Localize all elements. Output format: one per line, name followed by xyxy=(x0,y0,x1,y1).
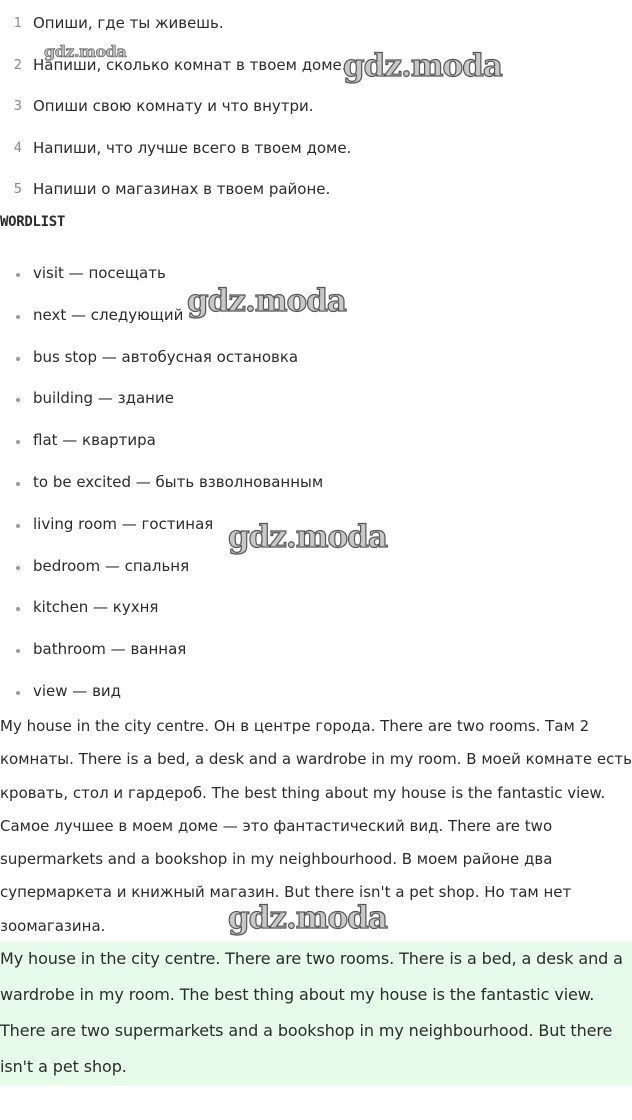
bullet-icon xyxy=(16,607,20,611)
wordlist-item xyxy=(0,515,632,557)
wordlist-entry: living room — гостиная xyxy=(33,514,214,533)
wordlist xyxy=(0,264,632,724)
bullet-icon xyxy=(16,482,20,486)
answer-text: My house in the city centre. There are two rooms. There is a bed, a desk and a wardrobe in my room. The best thing about my house is the fantastic view. There are two supermarkets and a bookshop in my neighbourhood. But there isn't a pet shop. xyxy=(0,949,623,1076)
watermark-logo: gdz.moda xyxy=(44,42,127,61)
question-number: 1 xyxy=(13,16,22,31)
bullet-icon xyxy=(16,357,20,361)
watermark-logo: gdz.moda xyxy=(343,48,502,84)
wordlist-entry: kitchen — кухня xyxy=(33,598,159,617)
bullet-icon xyxy=(16,566,20,570)
bilingual-paragraph: My house in the city centre. Он в центре города. There are two rooms. Там 2 комнаты. There is a bed, a desk and a wardrobe in my room. В моей комнате есть кровать, стол и гардероб. The best thing about my house is the fantastic view. Самое лучшее в моем доме — это фантастический вид. There are two supermarkets and a bookshop in my neighbourhood. В моем районе два супермаркета и книжный магазин. But there isn't a pet shop. Но там нет зоомагазина. xyxy=(0,717,632,935)
bullet-icon xyxy=(16,440,20,444)
bullet-icon xyxy=(16,273,20,277)
wordlist-item xyxy=(0,431,632,473)
question-text: Опиши, где ты живешь. xyxy=(33,14,224,32)
wordlist-entry: flat — квартира xyxy=(33,431,156,450)
wordlist-entry: bedroom — спальня xyxy=(33,556,190,575)
question-item xyxy=(0,13,632,55)
wordlist-entry: view — вид xyxy=(33,681,122,700)
question-number: 2 xyxy=(13,57,22,73)
question-text: Напиши, что лучше всего в твоем доме. xyxy=(33,138,352,157)
watermark-logo: gdz.moda xyxy=(187,283,346,319)
wordlist-heading: WORDLIST xyxy=(0,214,66,230)
wordlist-item xyxy=(0,348,632,390)
wordlist-item xyxy=(0,640,632,682)
wordlist-item xyxy=(0,598,632,640)
question-item xyxy=(0,96,632,138)
bullet-icon xyxy=(16,315,20,319)
question-item xyxy=(0,55,632,97)
question-list xyxy=(0,13,632,221)
wordlist-entry: bathroom — ванная xyxy=(33,640,187,659)
wordlist-item xyxy=(0,264,632,306)
bullet-icon xyxy=(16,691,20,695)
question-item xyxy=(0,138,632,180)
question-text: Напиши о магазинах в твоем районе. xyxy=(33,180,331,199)
wordlist-item xyxy=(0,557,632,599)
question-item xyxy=(0,179,632,221)
wordlist-entry: visit — посещать xyxy=(33,264,166,282)
question-number: 5 xyxy=(13,182,22,198)
bullet-icon xyxy=(16,524,20,528)
question-text: Опиши свою комнату и что внутри. xyxy=(33,97,314,116)
bullet-icon xyxy=(16,398,20,402)
watermark-logo: gdz.moda xyxy=(228,900,387,936)
wordlist-entry: bus stop — автобусная остановка xyxy=(33,347,299,366)
watermark-logo: gdz.moda xyxy=(228,519,387,555)
wordlist-item xyxy=(0,306,632,348)
wordlist-entry: to be excited — быть взволнованным xyxy=(33,472,324,491)
wordlist-item xyxy=(0,389,632,431)
wordlist-item xyxy=(0,473,632,515)
answer-box xyxy=(0,941,632,1085)
question-number: 3 xyxy=(13,99,22,115)
wordlist-entry: building — здание xyxy=(33,389,174,408)
bullet-icon xyxy=(16,649,20,653)
question-number: 4 xyxy=(13,140,22,156)
question-text: Напиши, сколько комнат в твоем доме. xyxy=(33,55,347,74)
wordlist-entry: next — следующий xyxy=(33,305,184,324)
